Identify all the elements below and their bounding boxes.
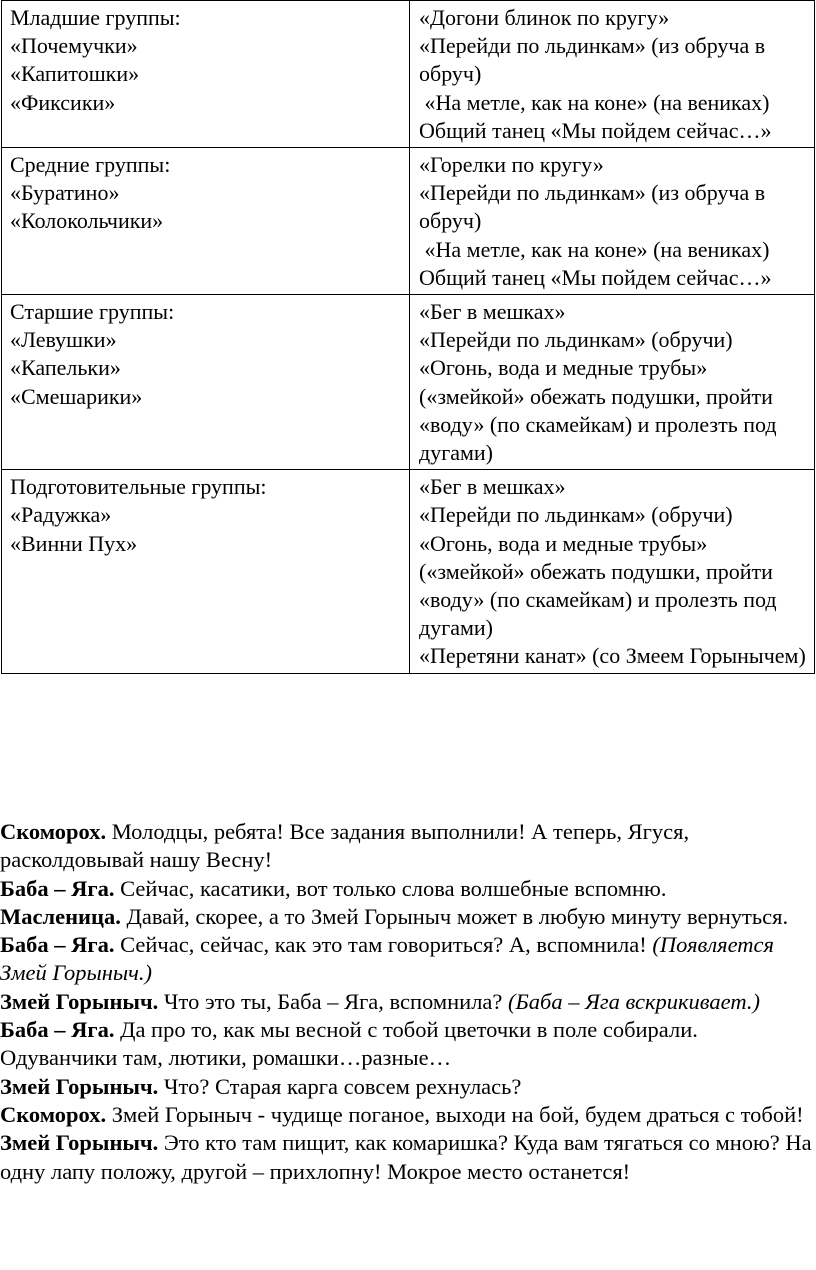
games-cell xyxy=(410,295,815,470)
stage-direction: (Баба – Яга вскрикивает.) xyxy=(508,988,761,1014)
game-item: «Бег в мешках» xyxy=(419,299,566,325)
group-name: «Почемучки» xyxy=(10,33,138,59)
speaker-name: Скоморох. xyxy=(0,1101,107,1127)
game-item: «Бег в мешках» xyxy=(419,474,566,500)
speaker-name: Баба – Яга. xyxy=(0,932,115,958)
group-name: «Капитошки» xyxy=(10,61,140,87)
game-item: «Перейди по льдинкам» (из обруча в обруч) xyxy=(419,180,771,234)
game-item: «На метле, как на коне» (на вениках) xyxy=(419,236,770,262)
speaker-name: Баба – Яга. xyxy=(0,875,115,901)
speaker-name: Змей Горыныч. xyxy=(0,988,159,1014)
group-name: «Фиксики» xyxy=(10,89,116,115)
dialogue-line xyxy=(0,931,816,988)
game-item: «Перейди по льдинкам» (обручи) xyxy=(419,327,733,353)
table-row xyxy=(2,148,815,295)
group-cell xyxy=(2,470,410,673)
group-heading: Средние группы: xyxy=(10,152,171,178)
group-cell xyxy=(2,148,410,295)
game-item: «Перейди по льдинкам» (обручи) xyxy=(419,502,733,528)
group-name: «Радужка» xyxy=(10,502,112,528)
dialogue-line xyxy=(0,1101,816,1129)
game-item: «Перейди по льдинкам» (из обруча в обруч) xyxy=(419,33,771,87)
game-item: «На метле, как на коне» (на вениках) xyxy=(419,89,770,115)
line-text: Что? Старая карга совсем рехнулась? xyxy=(158,1073,522,1099)
game-item: «Догони блинок по кругу» xyxy=(419,5,670,30)
line-text: Да про то, как мы весной с тобой цветочки в поле собирали. Одуванчики там, лютики, ромашки…разные… xyxy=(0,1017,698,1071)
dialogue-line xyxy=(0,1016,816,1073)
table-row xyxy=(2,470,815,673)
games-cell xyxy=(410,1,815,148)
game-item: Общий танец «Мы пойдем сейчас…» xyxy=(419,264,772,290)
dialogue-line xyxy=(0,818,816,875)
line-text: Молодцы, ребята! Все задания выполнили! А теперь, Ягуся, расколдовывай нашу Весну! xyxy=(0,819,690,873)
table-row xyxy=(2,1,815,148)
game-item: «Перетяни канат» (со Змеем Горынычем) xyxy=(419,643,806,669)
speaker-name: Масленица. xyxy=(0,903,121,929)
game-item: «Огонь, вода и медные трубы» («змейкой» обежать подушки, пройти «воду» (по скамейкам) и пролезть под дугами) xyxy=(419,355,783,466)
line-text: Сейчас, сейчас, как это там говориться? А, вспомнила! xyxy=(114,932,653,958)
line-text: Змей Горыныч - чудище поганое, выходи на бой, будем драться с тобой! xyxy=(106,1101,804,1127)
group-name: «Буратино» xyxy=(10,180,120,206)
games-cell xyxy=(410,470,815,673)
group-cell xyxy=(2,295,410,470)
group-name: «Смешарики» xyxy=(10,383,143,409)
games-cell xyxy=(410,148,815,295)
dialogue-line xyxy=(0,903,816,931)
group-cell xyxy=(2,1,410,148)
speaker-name: Змей Горыныч. xyxy=(0,1130,159,1156)
speaker-name: Змей Горыныч. xyxy=(0,1073,159,1099)
dialogue-line xyxy=(0,875,816,903)
speaker-name: Баба – Яга. xyxy=(0,1017,115,1043)
line-text: Давай, скорее, а то Змей Горыныч может в любую минуту вернуться. xyxy=(120,903,789,929)
game-item: «Огонь, вода и медные трубы» («змейкой» обежать подушки, пройти «воду» (по скамейкам) и пролезть под дугами) xyxy=(419,530,783,641)
dialogue-line xyxy=(0,1129,816,1186)
line-text: Сейчас, касатики, вот только слова волшебные вспомню. xyxy=(114,875,667,901)
group-heading: Подготовительные группы: xyxy=(10,474,267,500)
game-item: «Горелки по кругу» xyxy=(419,152,604,178)
group-name: «Винни Пух» xyxy=(10,530,138,556)
line-text: Это кто там пищит, как комаришка? Куда вам тягаться со мною? На одну лапу положу, другой – прихлопну! Мокрое место останется! xyxy=(0,1130,812,1184)
dialogue-line xyxy=(0,988,816,1016)
group-name: «Левушки» xyxy=(10,327,117,353)
dialogue-line xyxy=(0,1073,816,1101)
group-heading: Старшие группы: xyxy=(10,299,175,325)
game-item: Общий танец «Мы пойдем сейчас…» xyxy=(419,117,772,143)
group-name: «Капельки» xyxy=(10,355,121,381)
activity-table xyxy=(1,0,815,674)
stage-direction: (Появляется Змей Горыныч.) xyxy=(0,932,774,986)
line-text: Что это ты, Баба – Яга, вспомнила? xyxy=(158,988,509,1014)
group-name: «Колокольчики» xyxy=(10,208,164,234)
table-row xyxy=(2,295,815,470)
dialogue-section xyxy=(0,818,816,1186)
group-heading: Младшие группы: xyxy=(10,5,181,30)
speaker-name: Скоморох. xyxy=(0,819,107,844)
